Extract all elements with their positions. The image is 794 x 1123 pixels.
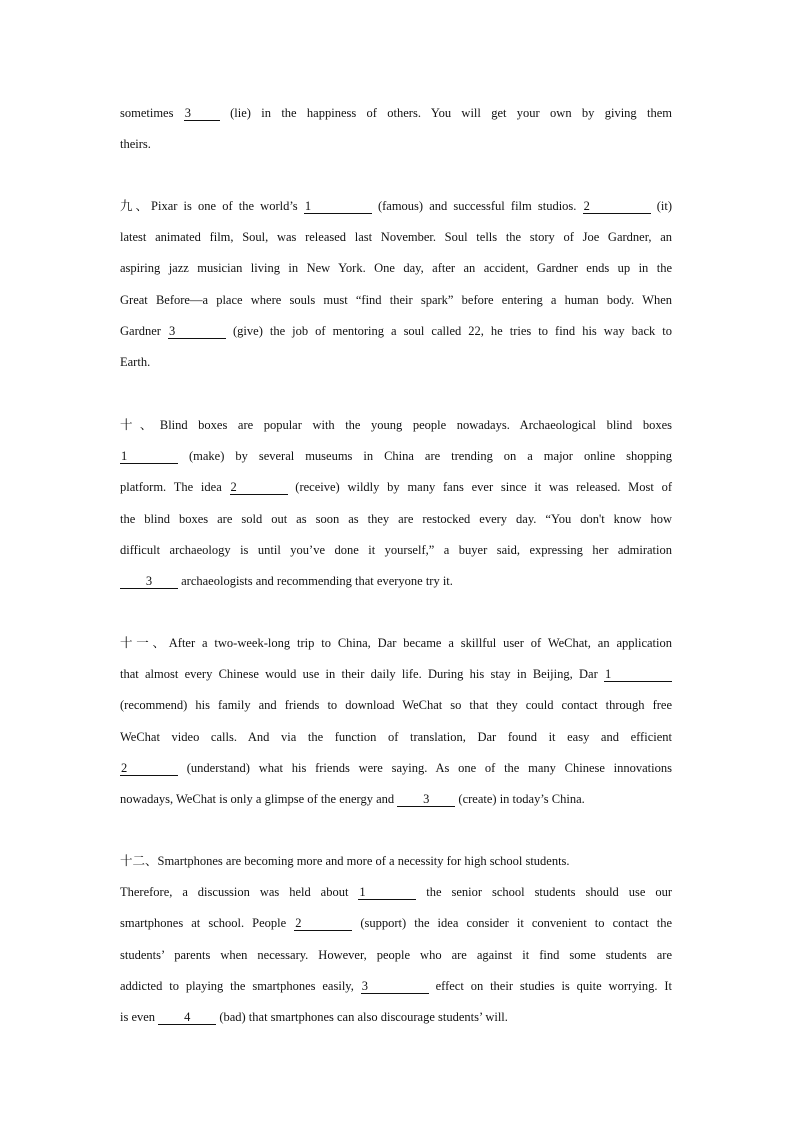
answer-blank[interactable]: 3 <box>184 107 220 121</box>
question-10-passage <box>120 415 672 602</box>
text-line: 3 archaeologists and recommending that everyone try it. <box>120 571 672 602</box>
text-line: 十二、Smartphones are becoming more and more of a necessity for high school students. <box>120 854 570 868</box>
answer-blank[interactable]: 3 <box>120 575 178 589</box>
text-line: WeChat video calls. And via the function of translation, Dar found it easy and efficient <box>120 729 672 744</box>
text-line: 十一、After a two-week-long trip to China, Dar became a skillful user of WeChat, an application <box>120 636 672 650</box>
text-line: theirs. <box>120 137 151 152</box>
text-line: aspiring jazz musician living in New York. One day, after an accident, Gardner ends up in the <box>120 261 672 276</box>
answer-blank[interactable]: 2 <box>294 917 352 931</box>
answer-blank[interactable]: 1 <box>120 450 178 464</box>
question-12-passage <box>120 851 672 1038</box>
text-line: Gardner 3 (give) the job of mentoring a soul called 22, he tries to find his way back to <box>120 323 672 338</box>
text-line: students’ parents when necessary. However, people who are against it find some students are <box>120 947 672 962</box>
answer-blank[interactable]: 1 <box>604 668 672 682</box>
text-line: the blind boxes are sold out as soon as they are restocked every day. “You don't know how <box>120 511 672 526</box>
text-line: sometimes 3 (lie) in the happiness of others. You will get your own by giving them <box>120 106 672 120</box>
question-9-passage <box>120 196 672 383</box>
text-line: (recommend) his family and friends to download WeChat so that they could contact through free <box>120 698 672 713</box>
text-line: platform. The idea 2 (receive) wildly by many fans ever since it was released. Most of <box>120 480 672 495</box>
answer-blank[interactable]: 1 <box>358 886 416 900</box>
paragraph-continued <box>120 103 672 165</box>
text-line: addicted to playing the smartphones easily, 3 effect on their studies is quite worrying. It <box>120 978 672 993</box>
text-line: difficult archaeology is until you’ve done it yourself,” a buyer said, expressing her admiration <box>120 542 672 557</box>
question-11-passage <box>120 633 672 820</box>
text-line: nowadays, WeChat is only a glimpse of the energy and 3 (create) in today’s China. <box>120 791 585 806</box>
answer-blank[interactable]: 2 <box>120 762 178 776</box>
text-line: latest animated film, Soul, was released last November. Soul tells the story of Joe Gardner, an <box>120 230 672 245</box>
answer-blank[interactable]: 3 <box>168 325 226 339</box>
answer-blank[interactable]: 1 <box>304 200 372 214</box>
answer-blank[interactable]: 4 <box>158 1011 216 1025</box>
answer-blank[interactable]: 3 <box>361 980 429 994</box>
text-line: Therefore, a discussion was held about 1 the senior school students should use our <box>120 885 673 900</box>
text-line: 十、Blind boxes are popular with the young people nowadays. Archaeological blind boxes <box>120 418 672 432</box>
text-line: is even 4 (bad) that smartphones can also discourage students’ will. <box>120 1009 508 1024</box>
answer-blank[interactable]: 2 <box>230 481 288 495</box>
text-line: 2 (understand) what his friends were saying. As one of the many Chinese innovations <box>121 760 672 775</box>
text-line: Great Before—a place where souls must “find their spark” before entering a human body. When <box>120 292 672 307</box>
text-line: 1 (make) by several museums in China are trending on a major online shopping <box>121 449 672 464</box>
text-line: smartphones at school. People 2 (support) the idea consider it convenient to contact the <box>120 916 672 931</box>
answer-blank[interactable]: 2 <box>583 200 651 214</box>
text-line: Earth. <box>120 354 151 369</box>
text-line: that almost every Chinese would use in their daily life. During his stay in Beijing, Dar 1 <box>120 664 672 695</box>
answer-blank[interactable]: 3 <box>397 793 455 807</box>
text-line: 九、Pixar is one of the world’s 1 (famous) and successful film studios. 2 (it) <box>120 199 672 213</box>
